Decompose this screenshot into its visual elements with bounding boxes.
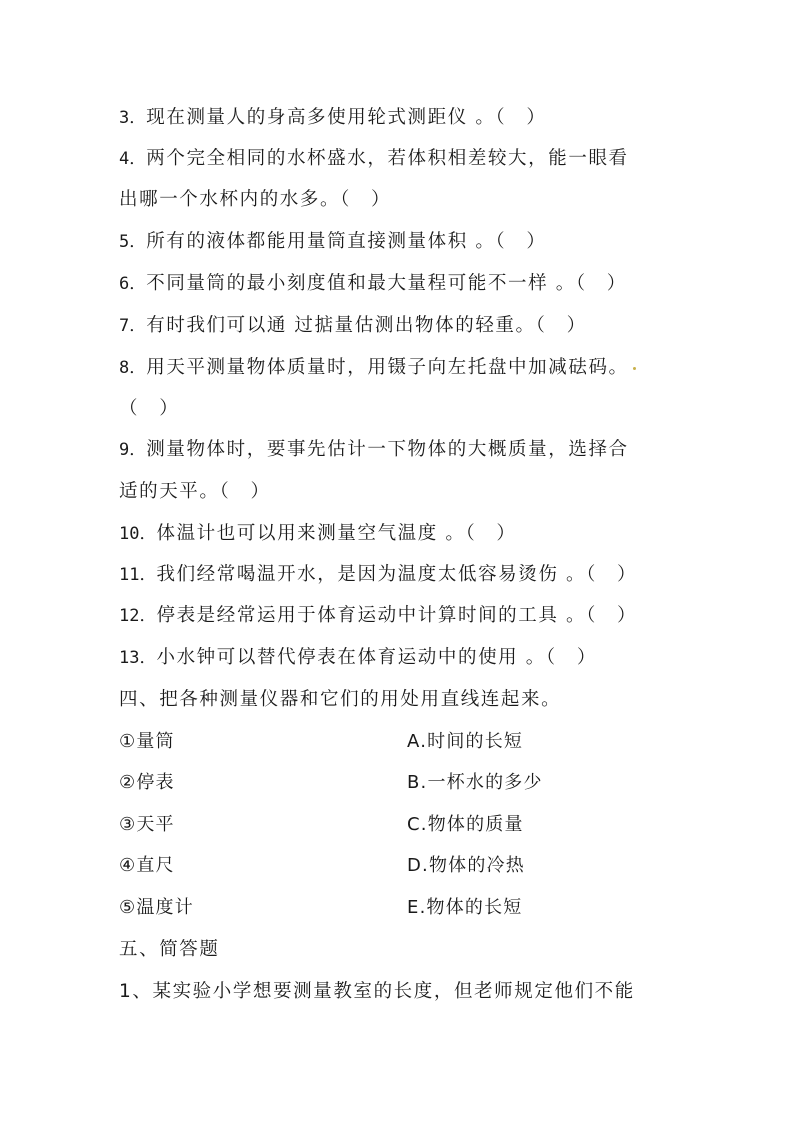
section-5-heading: 五、简答题	[119, 939, 220, 960]
stray-dot-mark	[633, 367, 636, 370]
instrument-item: ⑤温度计	[119, 897, 194, 918]
question-text: 有时我们可以通 过掂量估测出物体的轻重。（ ）	[146, 315, 587, 336]
instrument-item: ①量筒	[119, 731, 175, 752]
question-text: 两个完全相同的水杯盛水，若体积相差较大，能一眼看	[146, 148, 629, 169]
instrument-item: ④直尺	[119, 855, 175, 876]
question-number: 11．	[119, 565, 157, 585]
use-item: A.时间的长短	[407, 731, 524, 752]
question-text: 测量物体时，要事先估计一下物体的大概质量，选择合	[146, 439, 629, 460]
question-text: 体温计也可以用来测量空气温度 。（ ）	[156, 523, 517, 544]
question-number: 7．	[119, 316, 147, 336]
use-item: D.物体的冷热	[407, 855, 525, 876]
question-9-continued	[119, 478, 684, 506]
question-number: 3．	[119, 108, 147, 128]
question-number: 9．	[119, 440, 147, 460]
use-item: E.物体的长短	[407, 897, 523, 918]
question-text: 适的天平。（ ）	[119, 481, 271, 502]
question-8	[119, 354, 684, 382]
question-3	[119, 104, 684, 132]
question-text: 小水钟可以替代停表在体育运动中的使用 。（ ）	[156, 647, 597, 668]
question-7	[119, 312, 684, 340]
section-4-heading: 四、把各种测量仪器和它们的用处用直线连起来。	[119, 689, 562, 710]
question-text: 我们经常喝温开水，是因为温度太低容易烫伤 。（ ）	[156, 564, 638, 585]
question-number: 8．	[119, 358, 147, 378]
question-4	[119, 145, 684, 173]
question-9	[119, 436, 684, 464]
question-number: 13．	[119, 648, 157, 668]
question-10	[119, 520, 684, 548]
question-13	[119, 644, 684, 672]
question-number: 12．	[119, 606, 157, 626]
question-text: 用天平测量物体质量时，用镊子向左托盘中加减砝码。	[146, 357, 629, 378]
question-text: 不同量筒的最小刻度值和最大量程可能不一样 。（ ）	[146, 273, 627, 294]
question-text: （ ）	[119, 398, 180, 419]
question-number: 10．	[119, 524, 157, 544]
question-number: 6．	[119, 274, 147, 294]
instrument-item: ③天平	[119, 814, 175, 835]
question-text: 出哪一个水杯内的水多。（ ）	[119, 189, 392, 210]
question-number: 4．	[119, 149, 147, 169]
question-text: 所有的液体都能用量筒直接测量体积 。（ ）	[146, 231, 547, 252]
use-item: C.物体的质量	[407, 814, 524, 835]
question-4-continued	[119, 186, 684, 214]
question-6	[119, 270, 684, 298]
use-item: B.一杯水的多少	[407, 772, 543, 793]
instrument-item: ②停表	[119, 772, 175, 793]
question-12	[119, 602, 684, 630]
short-answer-question-1: 1、某实验小学想要测量教室的长度，但老师规定他们不能	[119, 981, 635, 1002]
question-number: 5．	[119, 232, 147, 252]
question-8-continued	[119, 395, 684, 423]
question-text: 停表是经常运用于体育运动中计算时间的工具 。（ ）	[156, 605, 638, 626]
question-5	[119, 228, 684, 256]
question-11	[119, 561, 684, 589]
question-text: 现在测量人的身高多使用轮式测距仪 。（ ）	[146, 107, 547, 128]
